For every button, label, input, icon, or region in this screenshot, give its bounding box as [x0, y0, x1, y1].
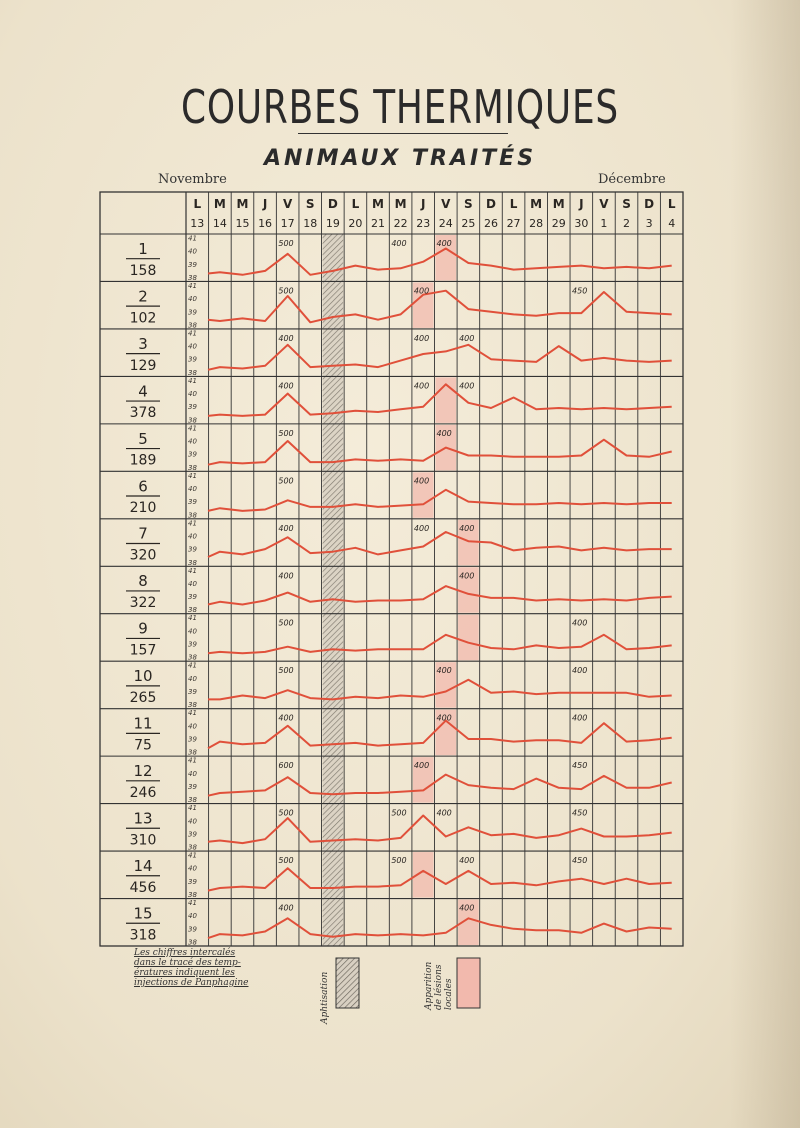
y-tick-label: 40: [188, 627, 197, 636]
temperature-curve: [208, 868, 672, 890]
y-tick-label: 39: [188, 355, 197, 364]
animal-id: 210: [129, 500, 157, 517]
y-tick-label: 39: [188, 830, 197, 839]
day-of-week-label: M: [236, 197, 249, 211]
day-of-week-label: M: [213, 197, 226, 211]
injection-label: 400: [459, 523, 475, 533]
day-of-week-label: M: [552, 197, 565, 211]
injection-label: 400: [436, 239, 452, 248]
y-tick-label: 40: [188, 484, 197, 493]
y-tick-label: 39: [188, 545, 197, 554]
temperature-curve: [208, 345, 672, 370]
injection-label: 500: [278, 476, 294, 486]
page-subtitle: ANIMAUX TRAITÉS: [263, 146, 537, 171]
day-number-label: 20: [348, 217, 363, 230]
day-number-label: 13: [190, 217, 205, 230]
y-tick-label: 40: [188, 532, 197, 541]
temperature-curve: [208, 816, 672, 844]
y-tick-label: 41: [188, 519, 197, 528]
day-number-label: 15: [235, 217, 250, 230]
injection-label: 400: [436, 713, 452, 723]
day-number-label: 24: [438, 217, 453, 230]
injection-label: 400: [413, 286, 430, 296]
injection-label: 400: [278, 333, 294, 343]
y-tick-label: 40: [188, 247, 197, 256]
y-tick-label: 41: [188, 899, 197, 908]
day-number-label: 30: [574, 217, 589, 230]
y-tick-label: 38: [188, 701, 197, 710]
animal-number: 4: [138, 382, 148, 401]
injection-label: 500: [391, 808, 407, 818]
injection-label: 500: [391, 856, 407, 866]
y-tick-label: 40: [188, 912, 197, 921]
legend-apparition-label: [424, 962, 454, 1010]
injection-label: 400: [278, 903, 294, 913]
day-of-week-label: L: [351, 197, 360, 211]
animal-id: 456: [129, 879, 157, 896]
animal-id: 102: [129, 310, 157, 327]
injection-label: 450: [572, 761, 588, 771]
y-tick-label: 38: [188, 511, 197, 520]
legend-note-line: ératures indiquent les: [134, 968, 235, 978]
month-end-label: Décembre: [598, 172, 666, 187]
legend-apparition-line: locales: [444, 978, 454, 1010]
day-of-week-label: J: [262, 197, 268, 211]
day-of-week-label: J: [420, 197, 426, 211]
animal-id: 318: [129, 927, 157, 944]
temperature-curve: [208, 775, 672, 796]
day-of-week-label: D: [644, 197, 655, 211]
animal-number: 8: [138, 572, 148, 591]
animal-id: 129: [129, 357, 157, 374]
y-tick-label: 41: [188, 329, 197, 338]
y-tick-label: 38: [188, 463, 197, 472]
injection-label: 500: [278, 239, 294, 248]
y-tick-label: 39: [188, 593, 197, 602]
y-tick-label: 41: [188, 471, 197, 480]
animal-number: 13: [133, 809, 153, 828]
lesion-cell: [458, 615, 479, 660]
day-number-label: 23: [416, 217, 431, 230]
day-number-label: 29: [551, 217, 566, 230]
injection-label: 400: [278, 571, 294, 581]
animal-id: 158: [129, 262, 157, 279]
y-tick-label: 40: [188, 579, 197, 588]
day-of-week-label: J: [579, 197, 584, 211]
y-tick-label: 39: [188, 260, 197, 269]
day-of-week-label: S: [305, 197, 315, 211]
injection-label: 400: [413, 333, 430, 343]
legend-lesion-swatch: [457, 958, 480, 1008]
legend-aphtisation-label: Aphtisation: [320, 971, 330, 1024]
injection-label: 500: [278, 618, 294, 628]
animal-id: 75: [134, 737, 152, 754]
injection-label: 450: [572, 808, 588, 818]
day-of-week-label: L: [193, 197, 202, 211]
day-of-week-label: M: [394, 197, 407, 211]
day-number-label: 3: [645, 217, 653, 230]
day-number-label: 28: [529, 217, 544, 230]
legend-apparition-line: de lésions: [434, 964, 444, 1010]
injection-label: 500: [278, 666, 294, 676]
animal-id: 310: [129, 832, 157, 849]
y-tick-label: 41: [188, 709, 197, 718]
y-tick-label: 38: [188, 891, 197, 900]
y-tick-label: 41: [188, 376, 197, 385]
injection-label: 400: [413, 381, 430, 391]
y-tick-label: 40: [188, 722, 197, 731]
injection-label: 400: [436, 666, 452, 676]
injection-label: 400: [413, 761, 430, 771]
y-tick-label: 40: [188, 769, 197, 778]
animal-number: 1: [138, 239, 148, 258]
animal-id: 378: [129, 405, 157, 422]
day-of-week-label: V: [599, 197, 609, 211]
animal-number: 3: [138, 334, 148, 353]
injection-label: 400: [278, 381, 294, 391]
y-tick-label: 41: [188, 566, 197, 575]
animal-number: 12: [133, 762, 153, 781]
injection-label: 400: [459, 381, 475, 391]
y-tick-label: 39: [188, 450, 197, 459]
y-tick-label: 39: [188, 688, 197, 697]
y-tick-label: 39: [188, 640, 197, 649]
day-of-week-label: S: [622, 197, 631, 211]
day-number-label: 21: [371, 217, 386, 230]
day-number-label: 17: [280, 217, 295, 230]
animal-number: 10: [133, 667, 153, 686]
y-tick-label: 38: [188, 843, 197, 852]
y-tick-label: 40: [188, 437, 197, 446]
injection-label: 400: [436, 428, 452, 438]
day-of-week-label: L: [509, 197, 518, 211]
animal-number: 15: [133, 904, 153, 923]
day-number-label: 25: [461, 217, 476, 230]
day-number-label: 19: [325, 217, 340, 230]
day-number-label: 16: [258, 217, 273, 230]
y-tick-label: 39: [188, 403, 197, 412]
day-number-label: 22: [393, 217, 408, 230]
animal-id: 157: [129, 642, 157, 659]
animal-number: 14: [133, 857, 153, 876]
temperature-curve: [208, 635, 672, 654]
day-of-week-label: V: [283, 197, 293, 211]
day-of-week-label: S: [464, 197, 473, 211]
y-tick-label: 38: [188, 796, 197, 805]
animal-id: 320: [129, 547, 157, 564]
day-number-label: 2: [623, 217, 631, 230]
temperature-curve: [208, 918, 672, 938]
animal-id: 322: [129, 595, 157, 612]
day-number-label: 27: [506, 217, 521, 230]
y-tick-label: 40: [188, 674, 197, 683]
injection-label: 400: [391, 239, 407, 248]
injection-label: 400: [459, 856, 475, 866]
y-tick-label: 39: [188, 877, 197, 886]
animal-id: 246: [129, 784, 157, 801]
page-title: COURBES THERMIQUES: [181, 80, 619, 134]
y-tick-label: 39: [188, 735, 197, 744]
y-tick-label: 41: [188, 234, 197, 243]
animal-number: 9: [138, 619, 148, 638]
y-tick-label: 39: [188, 925, 197, 934]
day-of-week-label: D: [327, 197, 338, 211]
y-tick-label: 38: [188, 416, 197, 425]
y-tick-label: 41: [188, 281, 197, 290]
y-tick-label: 38: [188, 606, 197, 615]
y-tick-label: 38: [188, 938, 197, 947]
day-of-week-label: L: [667, 197, 676, 211]
legend-aphtisation-swatch: [336, 958, 359, 1008]
y-tick-label: 40: [188, 295, 197, 304]
day-number-label: 14: [212, 217, 227, 230]
injection-label: 400: [572, 618, 588, 628]
y-tick-label: 39: [188, 308, 197, 317]
injection-label: 500: [278, 808, 294, 818]
y-tick-label: 38: [188, 558, 197, 567]
injection-label: 450: [572, 856, 588, 866]
y-tick-label: 40: [188, 390, 197, 399]
legend-note-line: dans le tracé des temp-: [134, 958, 241, 968]
y-tick-label: 40: [188, 817, 197, 826]
day-of-week-label: M: [372, 197, 384, 211]
temperature-curve: [208, 586, 672, 604]
y-tick-label: 41: [188, 614, 197, 623]
animal-number: 2: [138, 287, 148, 306]
injection-label: 400: [572, 713, 588, 723]
y-tick-label: 41: [188, 851, 197, 860]
y-tick-label: 38: [188, 748, 197, 757]
animal-number: 7: [138, 524, 148, 543]
injection-label: 400: [413, 523, 430, 533]
day-number-label: 1: [600, 217, 608, 230]
day-of-week-label: M: [530, 197, 543, 211]
legend-note-line: Les chiffres intercalés: [134, 948, 236, 958]
day-number-label: 26: [483, 217, 498, 230]
injection-label: 400: [278, 713, 294, 723]
injection-label: 400: [278, 523, 294, 533]
y-tick-label: 41: [188, 756, 197, 765]
day-of-week-label: D: [485, 197, 496, 211]
injection-label: 500: [278, 428, 294, 438]
animal-number: 6: [138, 477, 148, 496]
y-tick-label: 38: [188, 368, 197, 377]
y-tick-label: 38: [188, 653, 197, 662]
injection-label: 600: [278, 761, 294, 771]
animal-number: 5: [138, 429, 148, 448]
day-of-week-label: V: [441, 197, 451, 211]
animal-id: 189: [129, 452, 157, 469]
temperature-curve: [208, 490, 672, 511]
y-tick-label: 38: [188, 321, 197, 330]
injection-label: 400: [459, 571, 475, 581]
y-tick-label: 41: [188, 424, 197, 433]
day-number-label: 4: [668, 217, 676, 230]
animal-id: 265: [129, 690, 157, 707]
injection-label: 500: [278, 856, 294, 866]
y-tick-label: 40: [188, 342, 197, 351]
injection-label: 450: [572, 286, 588, 296]
legend-note: [134, 948, 284, 988]
y-tick-label: 41: [188, 661, 197, 670]
animal-number: 11: [133, 714, 153, 733]
day-number-label: 18: [303, 217, 318, 230]
injection-label: 500: [278, 286, 294, 296]
y-tick-label: 41: [188, 804, 197, 813]
y-tick-label: 40: [188, 864, 197, 873]
injection-label: 400: [436, 808, 452, 818]
injection-label: 400: [413, 476, 430, 486]
injection-label: 400: [459, 903, 475, 913]
injection-label: 400: [572, 666, 588, 676]
y-tick-label: 39: [188, 498, 197, 507]
y-tick-label: 38: [188, 273, 197, 282]
injection-label: 400: [459, 333, 475, 343]
legend-apparition-line: Apparition: [424, 961, 434, 1010]
month-start-label: Novembre: [158, 172, 227, 187]
temperature-curve: [208, 532, 672, 557]
y-tick-label: 39: [188, 782, 197, 791]
legend-note-line: injections de Panphagine: [134, 978, 249, 988]
